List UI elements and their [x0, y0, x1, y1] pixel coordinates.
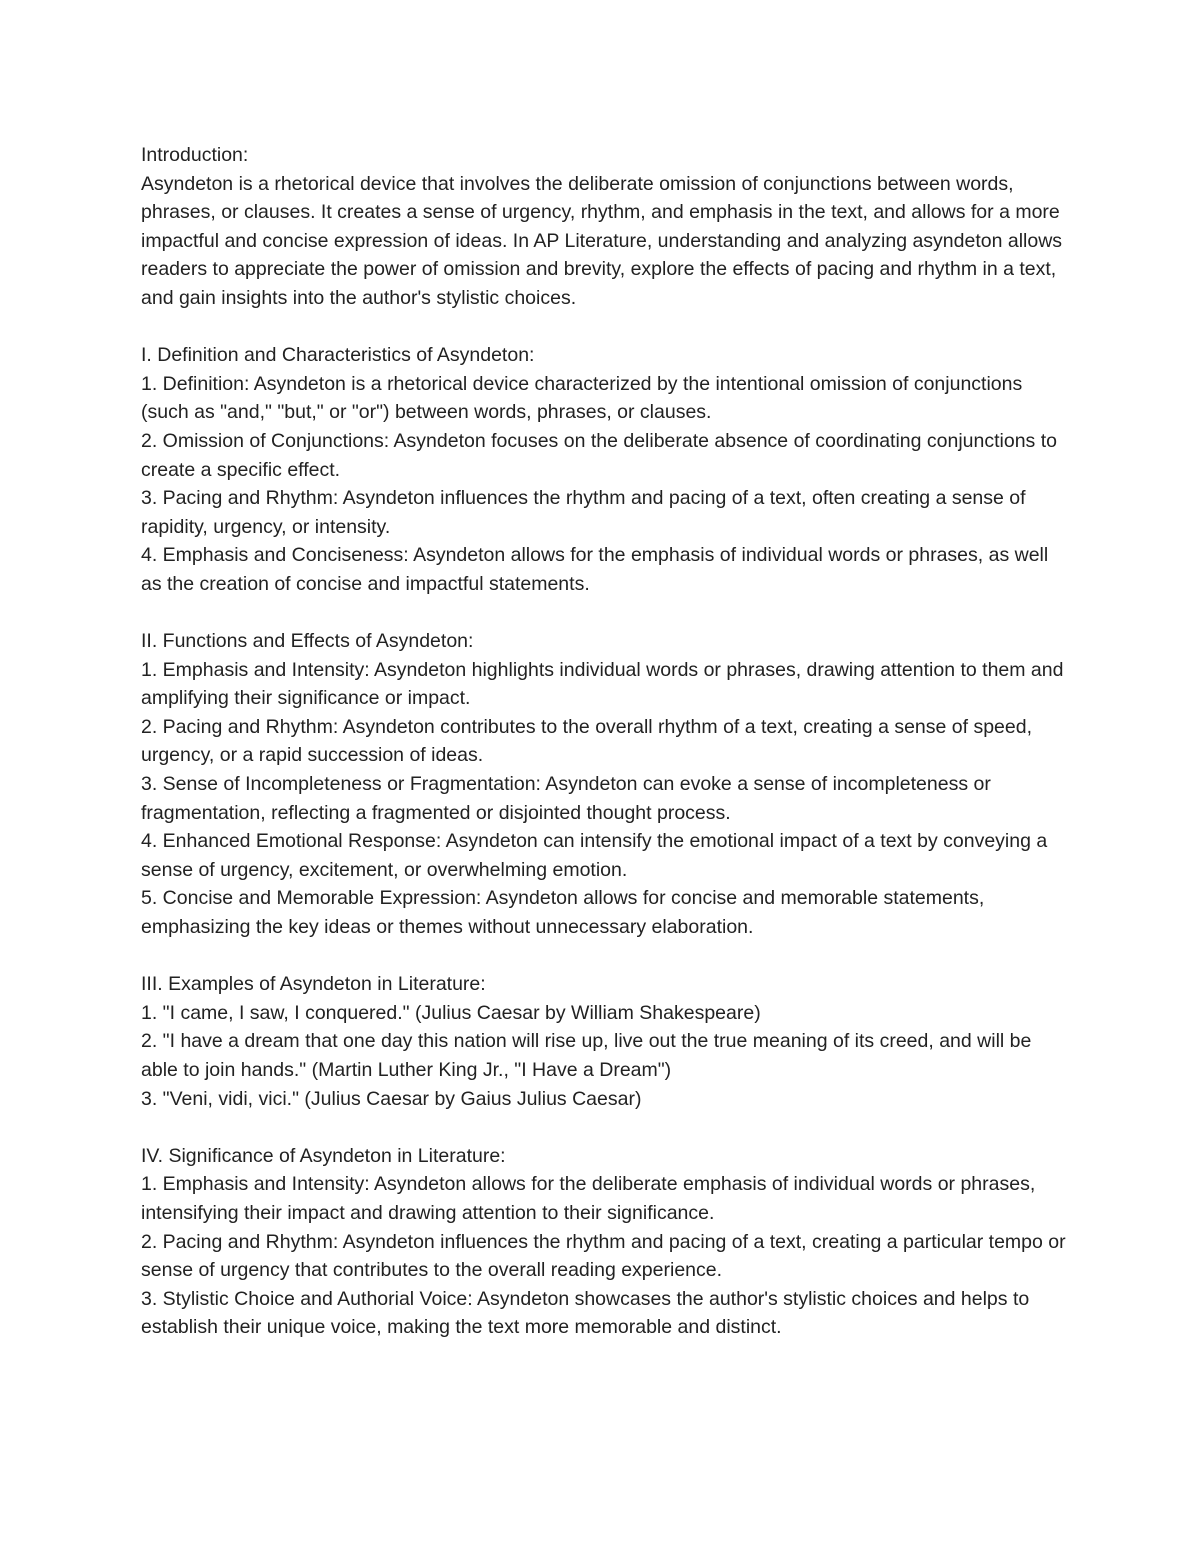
list-item: 1. Definition: Asyndeton is a rhetorical device characterized by the intentional omission of conjunctions (such as "and," "but," or "or") between words, phrases, or clauses.: [141, 372, 1023, 424]
section-definition: [141, 341, 1066, 598]
intro-paragraph: Asyndeton is a rhetorical device that involves the deliberate omission of conjunctions between words, phrases, or clauses. It creates a sense of urgency, rhythm, and emphasis in the text, and allows for a more impactful and concise expression of ideas. In AP Literature, understanding and analyzing asyndeton allows readers to appreciate the power of omission and brevity, explore the effects of pacing and rhythm in a text, and gain insights into the author's stylistic choices.: [141, 172, 1063, 309]
list-item: 4. Emphasis and Conciseness: Asyndeton allows for the emphasis of individual words or phrases, as well as the creation of concise and impactful statements.: [141, 544, 1049, 595]
paragraph-gap: [141, 1113, 1066, 1142]
list-item: 5. Concise and Memorable Expression: Asyndeton allows for concise and memorable statements, emphasizing the key ideas or themes without unnecessary elaboration.: [141, 887, 985, 939]
section-examples: [141, 970, 1066, 1113]
section-heading: IV. Significance of Asyndeton in Literature:: [141, 1144, 506, 1167]
list-item: 2. Pacing and Rhythm: Asyndeton contributes to the overall rhythm of a text, creating a sense of speed, urgency, or a rapid succession of ideas.: [141, 715, 1033, 767]
list-item: 1. Emphasis and Intensity: Asyndeton allows for the deliberate emphasis of individual words or phrases, intensifying their impact and drawing attention to their significance.: [141, 1173, 1036, 1224]
section-heading: I. Definition and Characteristics of Asyndeton:: [141, 344, 535, 367]
section-heading: II. Functions and Effects of Asyndeton:: [141, 630, 474, 653]
list-item: 1. "I came, I saw, I conquered." (Julius Caesar by William Shakespeare): [141, 1001, 761, 1024]
section-heading: III. Examples of Asyndeton in Literature:: [141, 973, 486, 996]
list-item: 2. Pacing and Rhythm: Asyndeton influences the rhythm and pacing of a text, creating a particular tempo or sense of urgency that contributes to the overall reading experience.: [141, 1230, 1066, 1282]
section-functions: [141, 627, 1066, 942]
list-item: 4. Enhanced Emotional Response: Asyndeton can intensify the emotional impact of a text by conveying a sense of urgency, excitement, or overwhelming emotion.: [141, 830, 1048, 881]
list-item: 2. Omission of Conjunctions: Asyndeton focuses on the deliberate absence of coordinating conjunctions to create a specific effect.: [141, 429, 1057, 481]
paragraph-gap: [141, 313, 1066, 342]
list-item: 3. "Veni, vidi, vici." (Julius Caesar by Gaius Julius Caesar): [141, 1087, 642, 1110]
list-item: 1. Emphasis and Intensity: Asyndeton highlights individual words or phrases, drawing attention to them and amplifying their significance or impact.: [141, 658, 1064, 710]
section-significance: [141, 1142, 1066, 1342]
document-page: [141, 141, 1066, 1342]
list-item: 3. Stylistic Choice and Authorial Voice: Asyndeton showcases the author's stylistic choices and helps to establish their unique voice, making the text more memorable and distinct.: [141, 1287, 1030, 1339]
intro-heading: Introduction:: [141, 144, 249, 166]
paragraph-gap: [141, 942, 1066, 971]
list-item: 3. Sense of Incompleteness or Fragmentation: Asyndeton can evoke a sense of incompleteness or fragmentation, reflecting a fragmented or disjointed thought process.: [141, 773, 991, 824]
list-item: 3. Pacing and Rhythm: Asyndeton influences the rhythm and pacing of a text, often creating a sense of rapidity, urgency, or intensity.: [141, 487, 1026, 538]
paragraph-gap: [141, 599, 1066, 628]
list-item: 2. "I have a dream that one day this nation will rise up, live out the true meaning of its creed, and will be able to join hands." (Martin Luther King Jr., "I Have a Dream"): [141, 1030, 1032, 1081]
